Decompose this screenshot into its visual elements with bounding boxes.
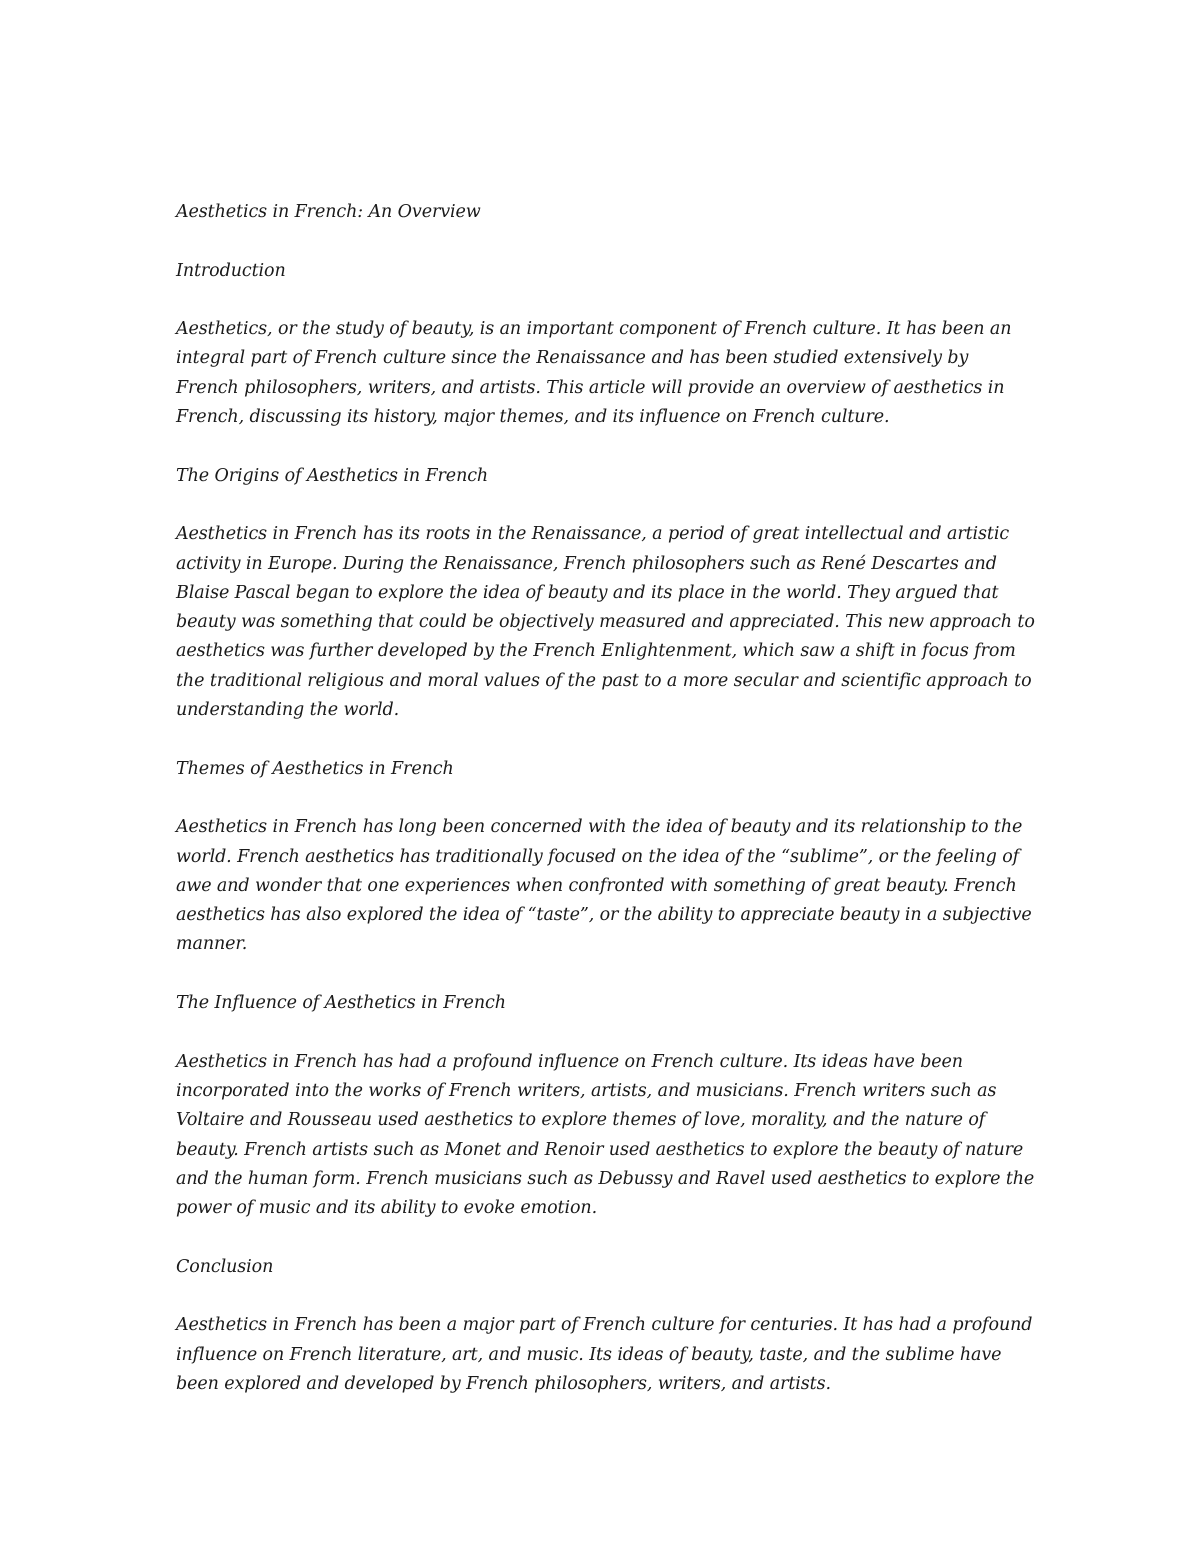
section-heading-conclusion: Conclusion xyxy=(176,1256,274,1277)
section-body-conclusion: Aesthetics in French has been a major part of French culture for centuries. It has had a profound influence on French literature, art, and music. Its ideas of beauty, taste, and the sublime have been explored and developed by French philosophers, writers, and artists. xyxy=(176,1315,1033,1394)
section-body-themes: Aesthetics in French has long been concerned with the idea of beauty and its relationship to the world. French aesthetics has traditionally focused on the idea of the “sublime”, or the feeling of awe and wonder that one experiences when confronted with something of great beauty. French aesthetics has also explored the idea of “taste”, or the ability to appreciate beauty in a subjective manner. xyxy=(176,817,1032,955)
section-heading-origins: The Origins of Aesthetics in French xyxy=(176,465,489,486)
section-heading-themes: Themes of Aesthetics in French xyxy=(176,758,454,779)
section-body-influence: Aesthetics in French has had a profound influence on French culture. Its ideas have been incorporated into the works of French writers, artists, and musicians. French writers such as Voltaire and Rousseau used aesthetics to explore themes of love, morality, and the nature of beauty. French artists such as Monet and Renoir used aesthetics to explore the beauty of nature and the human form. French musicians such as Debussy and Ravel used aesthetics to explore the power of music and its ability to evoke emotion. xyxy=(176,1051,1035,1219)
section-heading-introduction: Introduction xyxy=(176,260,286,281)
document-body xyxy=(176,198,1036,1428)
section-heading-influence: The Influence of Aesthetics in French xyxy=(176,993,506,1014)
section-body-introduction: Aesthetics, or the study of beauty, is an important component of French culture. It has been an integral part of French culture since the Renaissance and has been studied extensively by French philosophers, writers, and artists. This article will provide an overview of aesthetics in French, discussing its history, major themes, and its influence on French culture. xyxy=(176,319,1012,428)
section-body-origins: Aesthetics in French has its roots in the Renaissance, a period of great intellectual and artistic activity in Europe. During the Renaissance, French philosophers such as René Descartes and Blaise Pascal began to explore the idea of beauty and its place in the world. They argued that beauty was something that could be objectively measured and appreciated. This new approach to aesthetics was further developed by the French Enlightenment, which saw a shift in focus from the traditional religious and moral values of the past to a more secular and scientific approach to understanding the world. xyxy=(176,524,1035,721)
document-title: Aesthetics in French: An Overview xyxy=(176,202,481,222)
